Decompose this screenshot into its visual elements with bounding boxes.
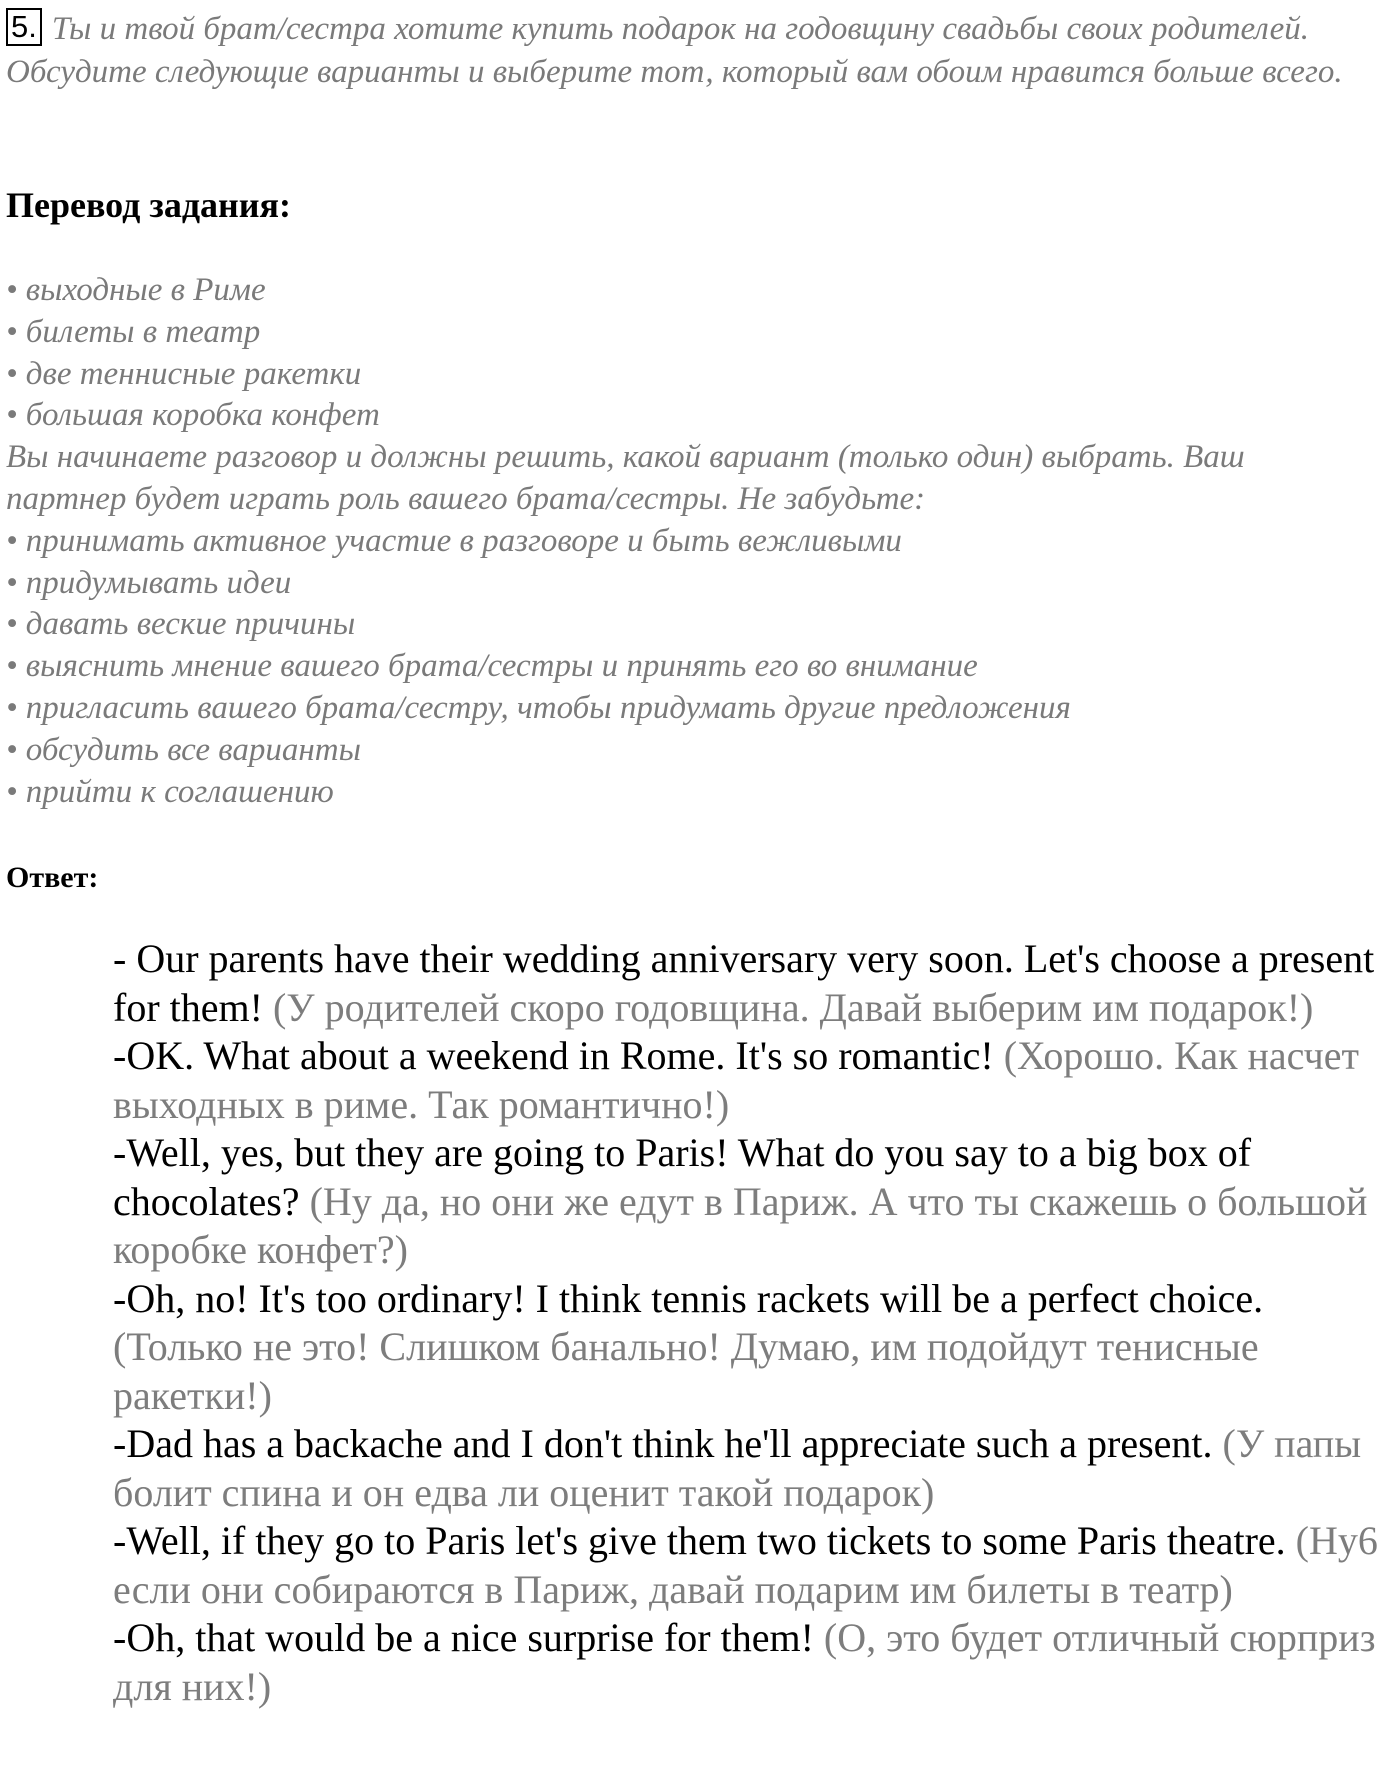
dialogue-replica [113,1517,1393,1614]
dialogue-replica [113,1275,1393,1421]
translation-line: • большая коробка конфет [6,397,380,434]
task-number: 5. [6,8,42,46]
replica-russian: (Только не это! Слишком банально! Думаю, им подойдут тенисные ракетки!) [113,1324,1259,1418]
answer-heading: Ответ: [6,861,99,894]
replica-russian: (О, это будет отличный сюрприз для них!) [113,1615,1376,1709]
replica-russian: (Ну6 если они собираются в Париж, давай подарим им билеты в театр) [113,1518,1378,1612]
replica-russian: (У папы болит спина и он едва ли оценит такой подарок) [113,1421,1362,1515]
translation-line: • прийти к соглашению [6,773,334,810]
translation-line: • выходные в Риме [6,272,266,308]
translation-line: • билеты в театр [6,313,261,350]
replica-english: -Dad has a backache and I don't think he'll appreciate such a present. [113,1421,1213,1466]
translation-heading: Перевод задания: [6,185,291,225]
replica-english: -Oh, no! It's too ordinary! I think tennis rackets will be a perfect choice. [113,1275,1264,1321]
replica-russian: (Ну да, но они же едут в Париж. А что ты скажешь о большой коробке конфет?) [113,1178,1368,1272]
replica-russian: (У родителей скоро годовщина. Давай выберим им подарок!) [272,984,1314,1030]
translation-list [6,270,1386,813]
replica-english: -Oh, that would be a nice surprise for them! [113,1615,814,1660]
replica-english: - Our parents have their wedding anniversary very soon. Let's choose a present for them! [113,936,1375,1030]
replica-russian: (Хорошо. Как насчет выходных в риме. Так романтично!) [113,1033,1359,1127]
translation-line: партнер будет играть роль вашего брата/сестры. Не забудьте: [6,480,926,517]
dialogue-replica [113,1129,1393,1275]
translation-line: Вы начинаете разговор и должны решить, какой вариант (только один) выбрать. Ваш [6,439,1245,476]
translation-line: • две теннисные ракетки [6,355,362,392]
translation-line: • выяснить мнение вашего брата/сестры и принять его во внимание [6,648,978,685]
translation-line: • пригласить вашего брата/сестру, чтобы придумать другие предложения [6,689,1071,726]
translation-line: • принимать активное участие в разговоре и быть вежливыми [6,522,902,559]
task-text: Ты и твой брат/сестра хотите купить подарок на годовщину свадьбы своих родителей. Обсудите следующие варианты и выберите тот, который вам обоим нравится больше всего. [6,11,1343,90]
dialogue-replica [113,1614,1393,1711]
task-statement [6,8,1376,94]
dialogue [113,935,1393,1711]
translation-line: • обсудить все варианты [6,731,361,768]
translation-line: • давать веские причины [6,606,356,643]
dialogue-replica [113,1420,1393,1517]
translation-line: • придумывать идеи [6,564,292,601]
replica-english: -OK. What about a weekend in Rome. It's so romantic! [113,1033,994,1078]
dialogue-replica [113,1032,1393,1129]
replica-english: -Well, if they go to Paris let's give them two tickets to some Paris theatre. [113,1518,1286,1563]
replica-english: -Well, yes, but they are going to Paris! What do you say to a big box of chocolates? [113,1130,1252,1224]
dialogue-replica [113,935,1393,1032]
